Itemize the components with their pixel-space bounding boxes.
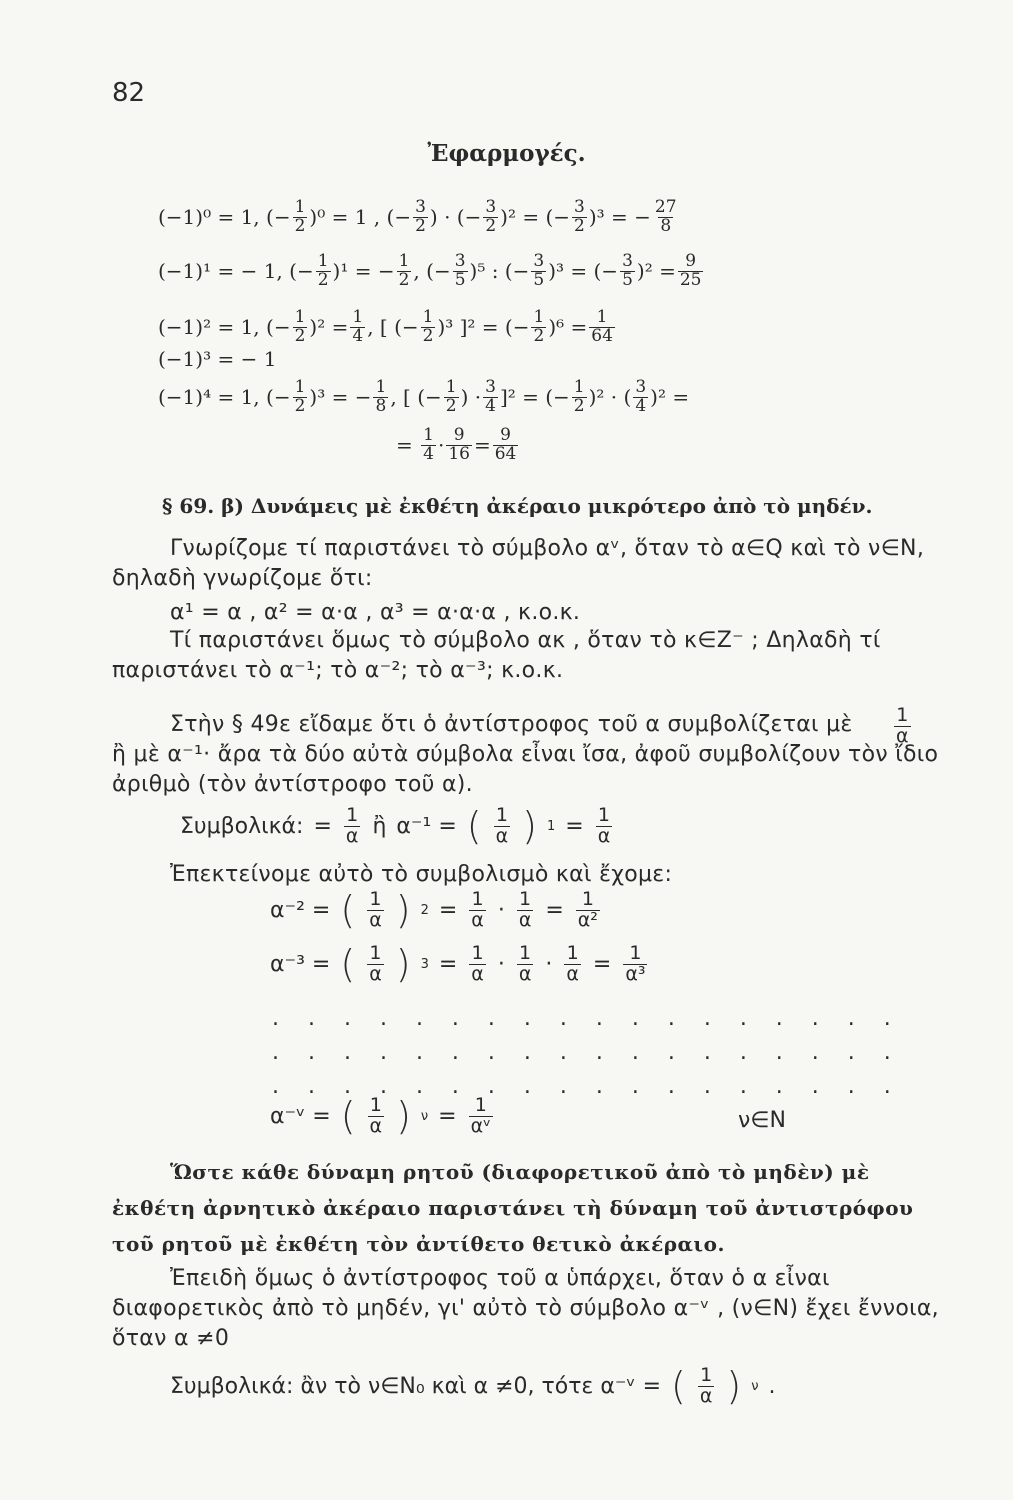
- dots-row-3: . . . . . . . . . . . . . . . . . .: [272, 1074, 902, 1099]
- fraction: $\frac{3}{2}$: [415, 196, 426, 236]
- application-line-4: (−1)³ = − 1: [158, 347, 277, 371]
- equation-a-minus-2: α⁻² = ( $\frac{1}{\alpha}$ ) 2 = $\frac{1}{\alpha}$ · $\frac{1}{\alpha}$ = $\frac{1}{\text{α²}}$: [270, 888, 598, 933]
- paragraph-3-rest: ἢ μὲ α⁻¹· ἄρα τὰ δύο αὐτὰ σύμβολα εἶναι ἴσα, ἀφοῦ συμβολίζουν τὸν ἴδιο ἀριθμὸ (τὸν ἀντίστροφο τοῦ α).: [112, 742, 939, 797]
- paragraph-1: Γνωρίζομε τί παριστάνει τὸ σύμβολο αᵛ, ὅταν τὸ α∈Q καὶ τὸ ν∈N, δηλαδὴ γνωρίζομε ὅτι:: [112, 536, 925, 591]
- fraction: $\frac{3}{4}$: [485, 376, 496, 416]
- fraction: $\frac{9}{64}$: [494, 424, 517, 464]
- page-number: 82: [112, 78, 146, 108]
- heading: Ἐφαρμογές.: [427, 140, 586, 167]
- dots-row-2: . . . . . . . . . . . . . . . . . .: [272, 1040, 902, 1065]
- fraction: $\frac{3}{4}$: [635, 376, 647, 416]
- fraction: $\frac{3}{5}$: [454, 250, 466, 290]
- condition-label: ν∈N: [738, 1108, 786, 1133]
- inverse-equation: Συμβολικά: = $\frac{1}{\alpha}$ ἢ α⁻¹ = ( $\frac{1}{\alpha}$ ) 1 = $\frac{1}{\alpha}$: [180, 804, 611, 849]
- fraction: $\frac{1}{2}$: [294, 376, 306, 416]
- fraction: $\frac{3}{5}$: [533, 250, 545, 290]
- fraction: $\frac{1}{64}$: [591, 306, 613, 346]
- dots-row-1: . . . . . . . . . . . . . . . . . .: [272, 1006, 902, 1031]
- paragraph-3-start: Στὴν § 49ε εἴδαμε ὅτι ὁ ἀντίστροφος τοῦ α συμβολίζεται μὲ: [170, 712, 853, 737]
- fraction: $\frac{1}{2}$: [294, 196, 306, 236]
- fraction: $\frac{1}{4}$: [352, 306, 364, 346]
- fraction: $\frac{1}{2}$: [422, 306, 434, 346]
- fraction: $\frac{1}{2}$: [317, 250, 329, 290]
- paragraph-2: Τί παριστάνει ὅμως τὸ σύμβολο ακ , ὅταν τὸ κ∈Z⁻ ; Δηλαδὴ τί παριστάνει τὸ α⁻¹; τὸ α⁻²; τὸ α⁻³; κ.ο.κ.: [112, 628, 881, 683]
- application-line-3: (−1)² = 1, (− $\frac{1}{2}$ )² = $\frac{1}{4}$ , [ (− $\frac{1}{2}$ )³ ]² = (− $\frac{1}{2}$ )⁶ = $\frac{1}{64}$: [158, 306, 613, 346]
- application-line-1: (−1)⁰ = 1, (− $\frac{1}{2}$ )⁰ = 1 , (− $\frac{3}{2}$ ) · (− $\frac{3}{2}$ )² = (− $\frac{3}{2}$ )³ = − $\frac{27}{8}$: [158, 196, 677, 236]
- application-line-2: (−1)¹ = − 1, (− $\frac{1}{2}$ )¹ = − $\frac{1}{2}$ , (− $\frac{3}{5}$ )⁵ : (− $\frac{3}{5}$ )³ = (− $\frac{3}{5}$ )² = $\frac{9}{25}$: [158, 250, 702, 290]
- fraction: $\frac{1}{2}$: [398, 250, 410, 290]
- application-line-6: = $\frac{1}{4}$ · $\frac{9}{16}$ = $\frac{9}{64}$: [396, 424, 517, 464]
- fraction: $\frac{27}{8}$: [654, 196, 677, 236]
- fraction: $\frac{1}{2}$: [573, 376, 585, 416]
- inverse-fraction: $\frac{1}{\alpha}$: [896, 704, 909, 747]
- fraction: $\frac{1}{2}$: [294, 306, 306, 346]
- rule-statement: Ὥστε κάθε δύναμη ρητοῦ (διαφορετικοῦ ἀπὸ τὸ μηδὲν) μὲ ἐκθέτη ἀρνητικὸ ἀκέραιο παριστάνει τὴ δύναμη τοῦ ἀντιστρόφου τοῦ ρητοῦ μὲ ἐκθέτη τὸν ἀντίθετο θετικὸ ἀκέραιο.: [112, 1160, 914, 1256]
- fraction: $\frac{1}{8}$: [375, 376, 387, 416]
- application-line-5: (−1)⁴ = 1, (− $\frac{1}{2}$ )³ = − $\frac{1}{8}$ , [ (− $\frac{1}{2}$ ) · $\frac{3}{4}$ ]² = (− $\frac{1}{2}$ )² · ( $\frac{3}{4}$ )² =: [158, 376, 690, 416]
- equation-a-minus-n: α⁻ᵛ = ( $\frac{1}{\alpha}$ ) ν = $\frac{1}{\text{αᵛ}}$: [270, 1094, 492, 1139]
- paragraph-4: Ἐπεκτείνομε αὐτὸ τὸ συμβολισμὸ καὶ ἔχομε:: [170, 862, 673, 887]
- fraction: $\frac{1}{2}$: [533, 306, 545, 346]
- fraction: $\frac{3}{2}$: [574, 196, 585, 236]
- paragraph-5: Ἐπειδὴ ὅμως ὁ ἀντίστροφος τοῦ α ὑπάρχει, ὅταν ὁ α εἶναι διαφορετικὸς ἀπὸ τὸ μηδέν, γι' αὐτὸ τὸ σύμβολο α⁻ᵛ , (ν∈N) ἔχει ἔννοια, ὅταν α ≠0: [112, 1266, 939, 1351]
- equation-a-minus-3: α⁻³ = ( $\frac{1}{\alpha}$ ) 3 = $\frac{1}{\alpha}$ · $\frac{1}{\alpha}$ · $\frac{1}{\alpha}$ = $\frac{1}{\text{α³}}$: [270, 942, 646, 987]
- fraction: $\frac{1}{2}$: [445, 376, 457, 416]
- final-statement: Συμβολικά: ἂν τὸ ν∈N₀ καὶ α ≠0, τότε α⁻ᵛ = ( $\frac{1}{\alpha}$ ) ν .: [170, 1364, 776, 1409]
- fraction: $\frac{1}{4}$: [423, 424, 434, 464]
- powers-line: α¹ = α , α² = α·α , α³ = α·α·α , κ.ο.κ.: [170, 600, 581, 625]
- fraction: $\frac{9}{16}$: [448, 424, 470, 464]
- fraction: $\frac{3}{2}$: [485, 196, 497, 236]
- fraction: $\frac{3}{5}$: [622, 250, 633, 290]
- fraction: $\frac{9}{25}$: [679, 250, 702, 290]
- section-heading: § 69. β) Δυνάμεις μὲ ἐκθέτη ἀκέραιο μικρότερο ἀπὸ τὸ μηδέν.: [162, 494, 873, 518]
